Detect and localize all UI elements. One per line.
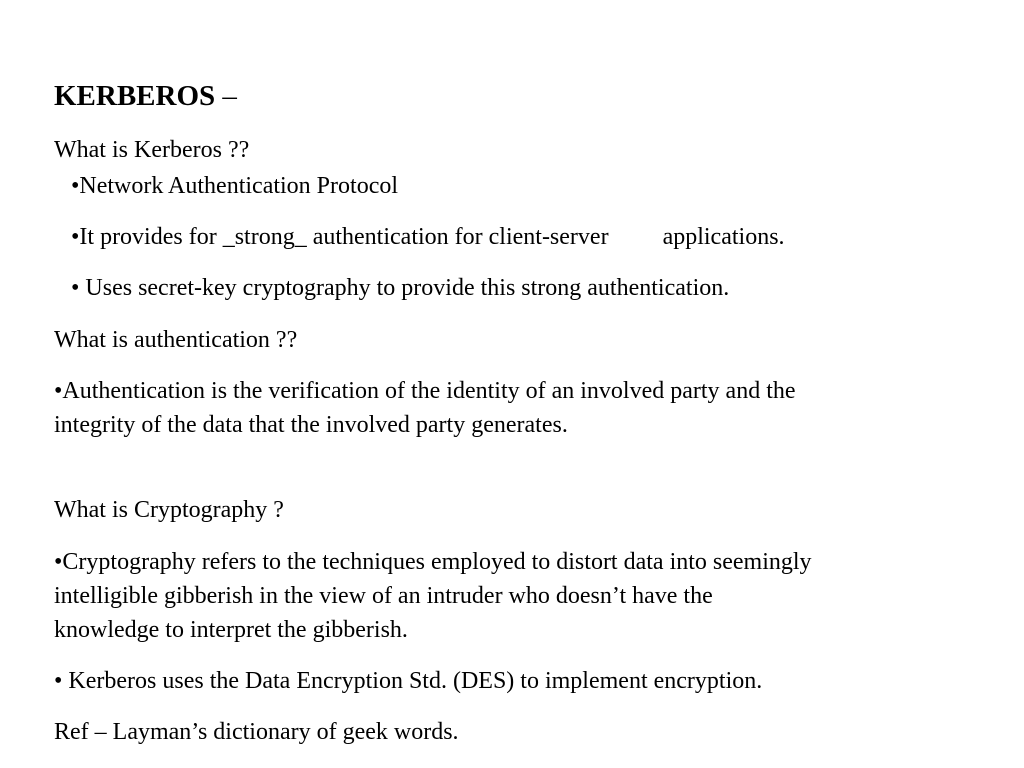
question-cryptography: What is Cryptography ? [54, 497, 284, 523]
slide-title [54, 79, 237, 113]
bullet-secret-key: • Uses secret-key cryptography to provide this strong authentication. [71, 275, 730, 301]
question-authentication: What is authentication ?? [54, 327, 298, 353]
bullet-strong-auth-tail: applications. [662, 224, 785, 250]
bullet-strong-auth-text: •It provides for _strong_ authentication for client-server [71, 224, 609, 250]
paragraph-cryptography-line-3: knowledge to interpret the gibberish. [54, 617, 408, 643]
title-text: KERBEROS [54, 80, 216, 112]
bullet-des: • Kerberos uses the Data Encryption Std. (DES) to implement encryption. [54, 668, 763, 694]
reference-line: Ref – Layman’s dictionary of geek words. [54, 719, 459, 745]
question-kerberos: What is Kerberos ?? [54, 137, 250, 163]
title-dash: – [215, 80, 237, 112]
paragraph-cryptography-line-2: intelligible gibberish in the view of an intruder who doesn’t have the [54, 583, 713, 609]
bullet-network-auth: •Network Authentication Protocol [71, 173, 399, 199]
paragraph-authentication-line-1: •Authentication is the verification of the identity of an involved party and the [54, 378, 796, 404]
bullet-strong-auth [71, 220, 785, 254]
paragraph-authentication-line-2: integrity of the data that the involved party generates. [54, 412, 568, 438]
paragraph-cryptography-line-1: •Cryptography refers to the techniques employed to distort data into seemingly [54, 549, 812, 575]
